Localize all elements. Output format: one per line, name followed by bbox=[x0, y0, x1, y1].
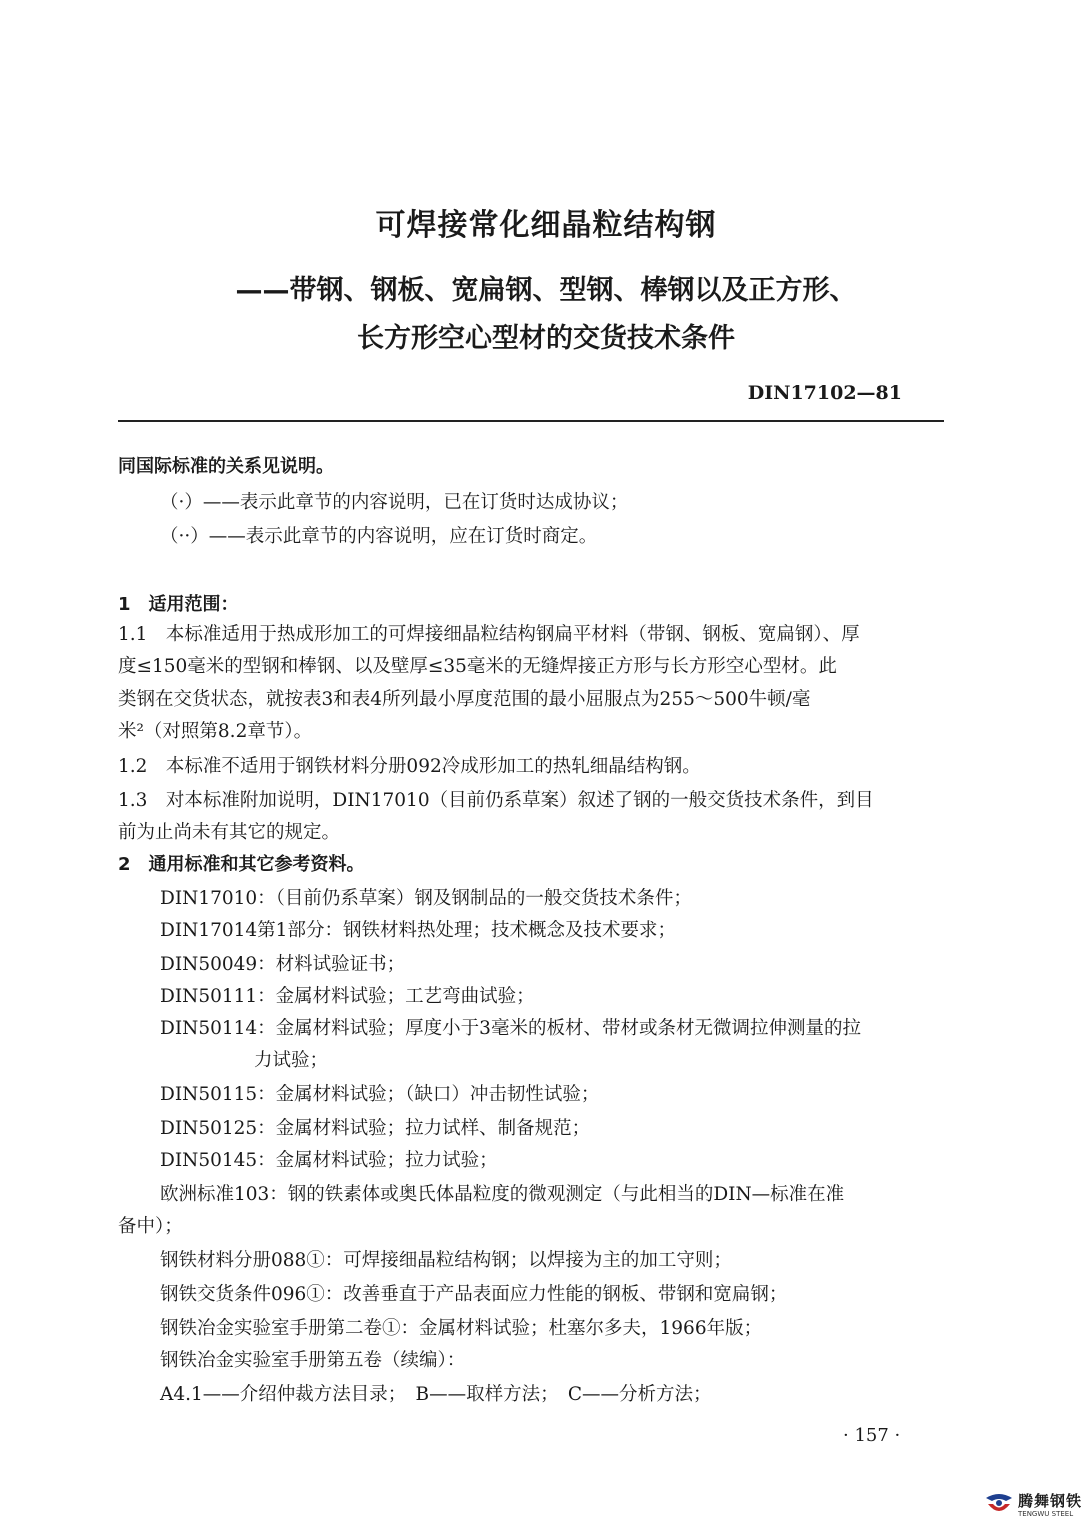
reference-item: 钢铁材料分册088①：可焊接细晶粒结构钢；以焊接为主的加工守则； bbox=[160, 1250, 732, 1271]
reference-item: 钢铁冶金实验室手册第二卷①：金属材料试验；杜塞尔多夫，1966年版； bbox=[160, 1318, 763, 1339]
reference-item: DIN50115：金属材料试验；（缺口）冲击韧性试验； bbox=[160, 1084, 600, 1105]
reference-item-continuation: 力试验； bbox=[254, 1050, 329, 1071]
logo-chinese-text: 腾舞钢铁 bbox=[1018, 1492, 1083, 1510]
intro-symbol-note-1: （·）——表示此章节的内容说明，已在订货时达成协议； bbox=[160, 492, 629, 513]
intro-symbol-note-2: （··）——表示此章节的内容说明，应在订货时商定。 bbox=[160, 526, 598, 547]
para-1-1-line2: 度≤150毫米的型钢和棒钢、以及壁厚≤35毫米的无缝焊接正方形与长方形空心型材。此 bbox=[118, 656, 837, 677]
intro-relation-note: 同国际标准的关系见说明。 bbox=[118, 456, 334, 477]
document-subtitle-line1: ——带钢、钢板、宽扁钢、型钢、棒钢以及正方形、 bbox=[235, 275, 857, 306]
standard-code: DIN17102—81 bbox=[747, 382, 902, 404]
section-1-heading: 1 适用范围： bbox=[118, 594, 239, 615]
reference-item: DIN17014第1部分：钢铁材料热处理；技术概念及技术要求； bbox=[160, 920, 676, 941]
reference-item: DIN50049：材料试验证书； bbox=[160, 954, 406, 975]
para-1-1-line3: 类钢在交货状态，就按表3和表4所列最小厚度范围的最小屈服点为255～500牛顿/毫 bbox=[118, 689, 811, 710]
company-logo-icon bbox=[984, 1492, 1014, 1518]
para-1-3-line2: 前为止尚未有其它的规定。 bbox=[118, 822, 341, 843]
para-1-1-line1: 1.1 本标准适用于热成形加工的可焊接细晶粒结构钢扁平材料（带钢、钢板、宽扁钢）、厚 bbox=[118, 624, 860, 645]
reference-item: DIN50125：金属材料试验；拉力试样、制备规范； bbox=[160, 1118, 591, 1139]
section-2-heading: 2 通用标准和其它参考资料。 bbox=[118, 854, 365, 875]
reference-item: 钢铁冶金实验室手册第五卷（续编）： bbox=[160, 1350, 466, 1371]
reference-item-continuation: 备中）； bbox=[118, 1216, 183, 1237]
reference-item: DIN50145：金属材料试验；拉力试验； bbox=[160, 1150, 498, 1171]
page-number: · 157 · bbox=[843, 1425, 901, 1446]
para-1-1-line4: 米²（对照第8.2章节）。 bbox=[118, 721, 313, 742]
reference-item: 欧洲标准103：钢的铁素体或奥氏体晶粒度的微观测定（与此相当的DIN—标准在准 bbox=[160, 1184, 845, 1205]
reference-item: A4.1——介绍仲裁方法目录； B——取样方法； C——分析方法； bbox=[160, 1384, 712, 1405]
company-logo bbox=[984, 1488, 1090, 1524]
para-1-3-line1: 1.3 对本标准附加说明，DIN17010（目前仍系草案）叙述了钢的一般交货技术条件，到目 bbox=[118, 790, 874, 811]
document-title: 可焊接常化细晶粒结构钢 bbox=[375, 208, 717, 243]
para-1-2: 1.2 本标准不适用于钢铁材料分册092冷成形加工的热轧细晶结构钢。 bbox=[118, 756, 701, 777]
reference-item: DIN17010：（目前仍系草案）钢及钢制品的一般交货技术条件； bbox=[160, 888, 692, 909]
reference-item: 钢铁交货条件096①：改善垂直于产品表面应力性能的钢板、带钢和宽扁钢； bbox=[160, 1284, 788, 1305]
reference-item: DIN50114：金属材料试验；厚度小于3毫米的板材、带材或条材无微调拉伸测量的拉 bbox=[160, 1018, 861, 1039]
header-divider bbox=[118, 420, 944, 422]
reference-item: DIN50111：金属材料试验；工艺弯曲试验； bbox=[160, 986, 535, 1007]
document-subtitle-line2: 长方形空心型材的交货技术条件 bbox=[357, 323, 735, 354]
logo-english-text: TENGWU STEEL bbox=[1018, 1510, 1074, 1518]
